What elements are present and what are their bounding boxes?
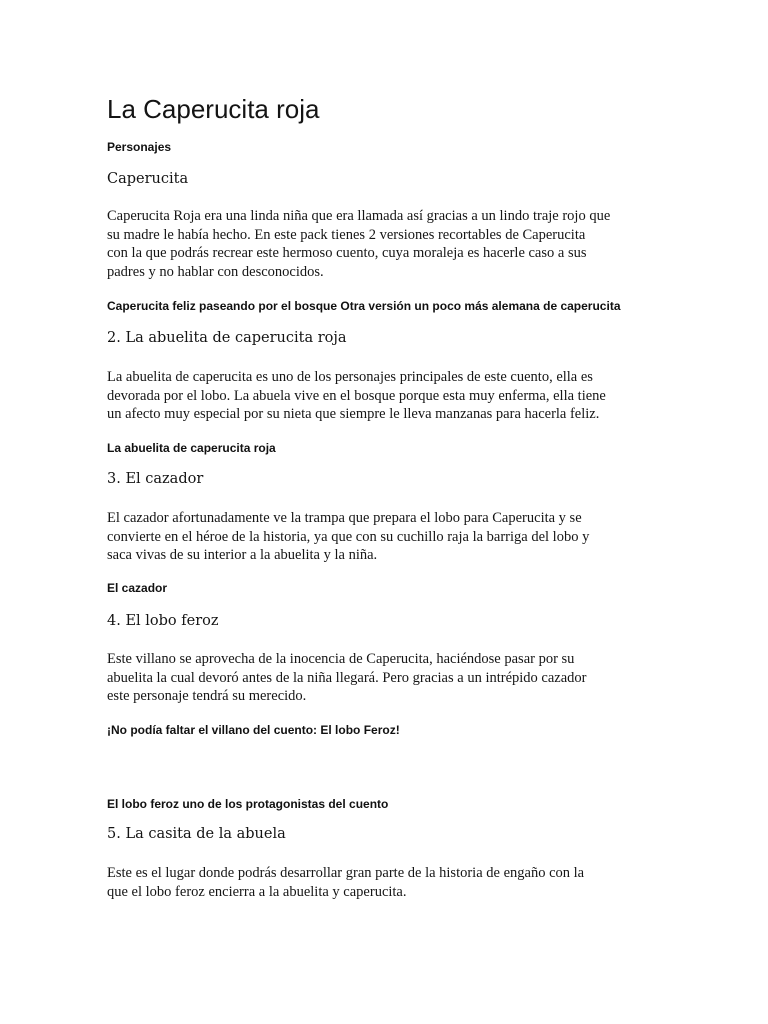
paragraph-casita [107,864,647,901]
paragraph-line: un afecto muy especial por su nieta que siempre le lleva manzanas para hacerla feliz. [107,406,600,422]
image-caption-lobo-protagonista: El lobo feroz uno de los protagonistas del cuento [107,797,389,811]
paragraph-line: Este es el lugar donde podrás desarrollar gran parte de la historia de engaño con la [107,865,585,881]
paragraph-line: Este villano se aprovecha de la inocencia de Caperucita, haciéndose pasar por su [107,651,575,667]
section-heading-caperucita: Caperucita [107,171,189,187]
paragraph-line: El cazador afortunadamente ve la trampa que prepara el lobo para Caperucita y se [107,510,582,526]
image-caption-abuelita: La abuelita de caperucita roja [107,441,276,455]
paragraph-line: este personaje tendrá su merecido. [107,688,307,704]
image-caption-cazador: El cazador [107,581,168,595]
paragraph-lobo [107,650,647,706]
image-caption-lobo: ¡No podía faltar el villano del cuento: El lobo Feroz! [107,723,400,737]
image-caption-caperucita: Caperucita feliz paseando por el bosque Otra versión un poco más alemana de caperucita [107,299,621,313]
paragraph-abuelita [107,368,647,424]
paragraph-line: con la que podrás recrear este hermoso cuento, cuya moraleja es hacerle caso a sus [107,245,587,261]
paragraph-line: convierte en el héroe de la historia, ya que con su cuchillo raja la barriga del lobo y [107,528,590,545]
paragraph-line: devorada por el lobo. La abuela vive en el bosque porque esta muy enferma, ella tiene [107,387,606,404]
paragraph-caperucita [107,207,647,281]
page-title: La Caperucita roja [107,94,320,124]
paragraph-line: Caperucita Roja era una linda niña que era llamada así gracias a un lindo traje rojo que [107,208,611,224]
section-heading-cazador: 3. El cazador [107,471,204,487]
paragraph-line: La abuelita de caperucita es uno de los personajes principales de este cuento, ella es [107,369,593,385]
paragraph-line: saca vivas de su interior a la abuelita y la niña. [107,547,378,563]
paragraph-line: padres y no hablar con desconocidos. [107,263,324,280]
paragraph-line: abuelita la cual devoró antes de la niña llegará. Pero gracias a un intrépido cazador [107,669,587,686]
paragraph-line: que el lobo feroz encierra a la abuelita y caperucita. [107,883,407,900]
section-heading-lobo: 4. El lobo feroz [107,613,219,629]
section-heading-casita: 5. La casita de la abuela [107,826,286,842]
paragraph-line: su madre le había hecho. En este pack tienes 2 versiones recortables de Caperucita [107,226,586,243]
section-heading-abuelita: 2. La abuelita de caperucita roja [107,330,347,346]
personajes-label: Personajes [107,140,172,154]
paragraph-cazador [107,509,647,565]
